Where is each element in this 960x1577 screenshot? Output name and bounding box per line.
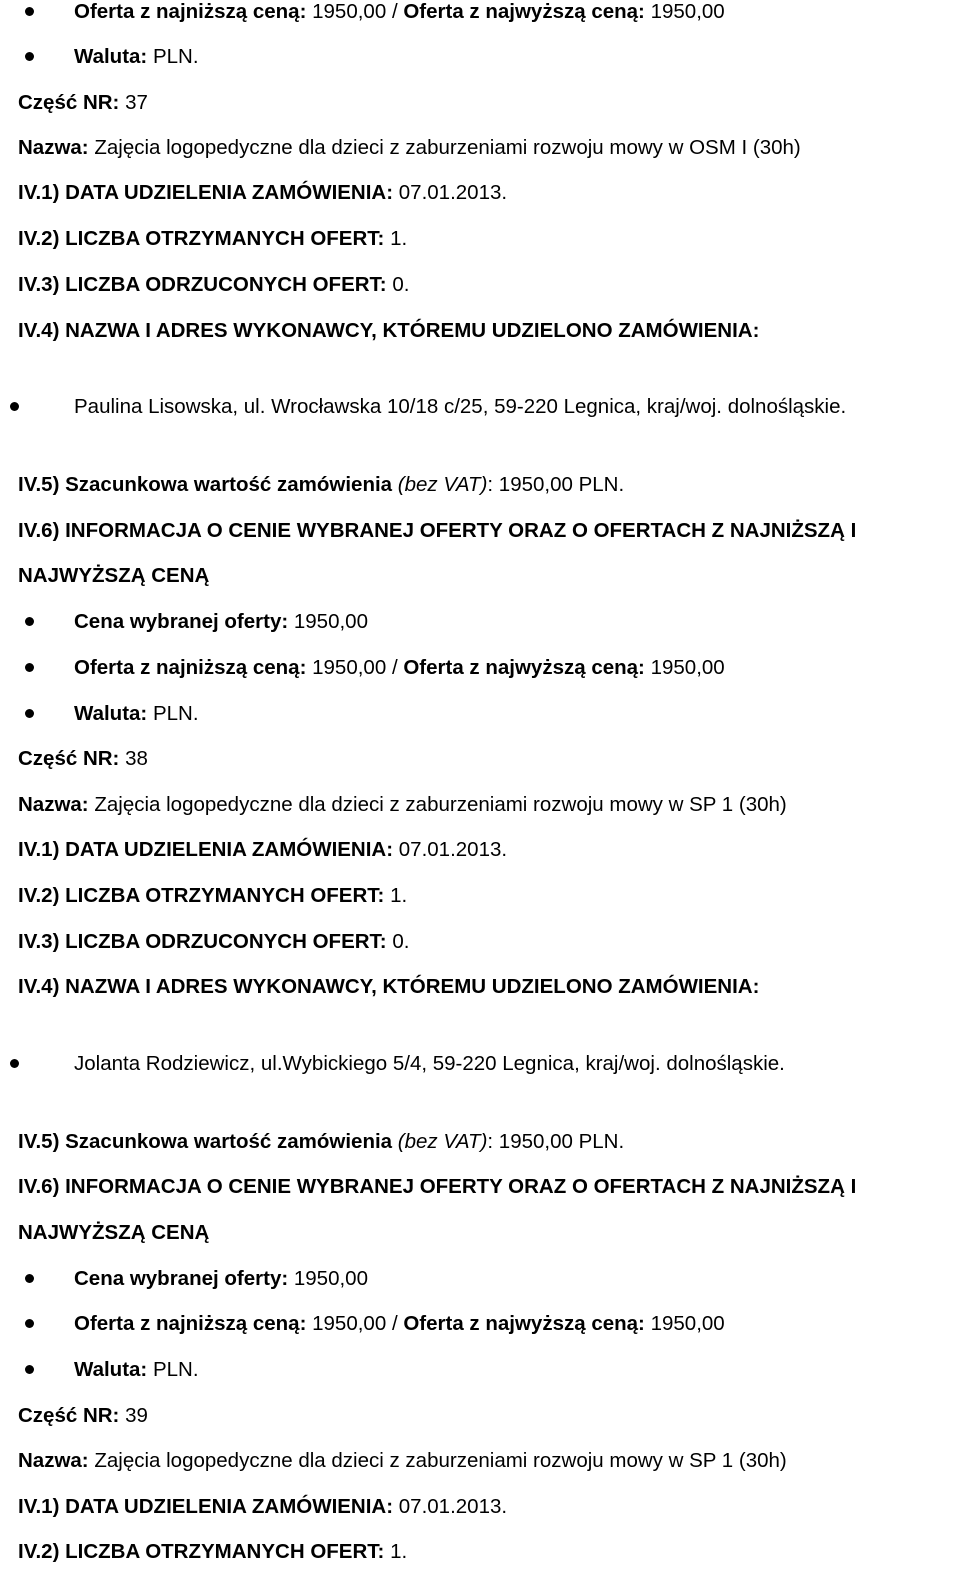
bullet-icon <box>25 617 34 626</box>
currency: Waluta: PLN. <box>74 1360 199 1381</box>
price-info-heading-cont: NAJWYŻSZĄ CENĄ <box>18 1221 210 1244</box>
lowest-highest-offer: Oferta z najniższą ceną: 1950,00 / Oferta z najwyższą ceną: 1950,00 <box>74 2 725 23</box>
currency: Waluta: PLN. <box>74 704 199 725</box>
part-number: Część NR: 37 <box>18 91 148 114</box>
offers-rejected: IV.3) LICZBA ODRZUCONYCH OFERT: 0. <box>18 273 410 296</box>
lowest-highest-offer: Oferta z najniższą ceną: 1950,00 / Oferta z najwyższą ceną: 1950,00 <box>74 1314 725 1335</box>
offers-rejected: IV.3) LICZBA ODRZUCONYCH OFERT: 0. <box>18 930 410 953</box>
bullet-icon <box>25 52 34 61</box>
bullet-icon <box>25 709 34 718</box>
currency: Waluta: PLN. <box>74 47 199 68</box>
award-date: IV.1) DATA UDZIELENIA ZAMÓWIENIA: 07.01.2013. <box>18 1495 508 1518</box>
part-number: Część NR: 39 <box>18 1404 148 1427</box>
contractor-address: Jolanta Rodziewicz, ul.Wybickiego 5/4, 59-220 Legnica, kraj/woj. dolnośląskie. <box>74 1054 785 1075</box>
part-number: Część NR: 38 <box>18 747 148 770</box>
offers-received: IV.2) LICZBA OTRZYMANYCH OFERT: 1. <box>18 1540 408 1563</box>
bullet-icon <box>25 7 34 16</box>
award-date: IV.1) DATA UDZIELENIA ZAMÓWIENIA: 07.01.2013. <box>18 838 508 861</box>
bullet-icon <box>25 1365 34 1374</box>
estimated-value: IV.5) Szacunkowa wartość zamówienia (bez VAT): 1950,00 PLN. <box>18 1130 625 1153</box>
part-name: Nazwa: Zajęcia logopedyczne dla dzieci z zaburzeniami rozwoju mowy w OSM I (30h) <box>18 136 801 159</box>
selected-offer-price: Cena wybranej oferty: 1950,00 <box>74 612 368 633</box>
bullet-icon <box>25 1274 34 1283</box>
price-info-heading: IV.6) INFORMACJA O CENIE WYBRANEJ OFERTY ORAZ O OFERTACH Z NAJNIŻSZĄ I <box>18 1175 857 1198</box>
part-name: Nazwa: Zajęcia logopedyczne dla dzieci z zaburzeniami rozwoju mowy w SP 1 (30h) <box>18 1449 787 1472</box>
price-info-heading: IV.6) INFORMACJA O CENIE WYBRANEJ OFERTY ORAZ O OFERTACH Z NAJNIŻSZĄ I <box>18 519 857 542</box>
bullet-icon <box>25 663 34 672</box>
bullet-icon <box>25 1319 34 1328</box>
bullet-icon <box>10 1059 19 1068</box>
bullet-icon <box>10 402 19 411</box>
selected-offer-price: Cena wybranej oferty: 1950,00 <box>74 1269 368 1290</box>
part-name: Nazwa: Zajęcia logopedyczne dla dzieci z zaburzeniami rozwoju mowy w SP 1 (30h) <box>18 793 787 816</box>
contractor-address: Paulina Lisowska, ul. Wrocławska 10/18 c/25, 59-220 Legnica, kraj/woj. dolnośląskie. <box>74 397 846 418</box>
price-info-heading-cont: NAJWYŻSZĄ CENĄ <box>18 564 210 587</box>
contractor-heading: IV.4) NAZWA I ADRES WYKONAWCY, KTÓREMU UDZIELONO ZAMÓWIENIA: <box>18 975 760 998</box>
contractor-heading: IV.4) NAZWA I ADRES WYKONAWCY, KTÓREMU UDZIELONO ZAMÓWIENIA: <box>18 319 760 342</box>
offers-received: IV.2) LICZBA OTRZYMANYCH OFERT: 1. <box>18 227 408 250</box>
award-date: IV.1) DATA UDZIELENIA ZAMÓWIENIA: 07.01.2013. <box>18 181 508 204</box>
offers-received: IV.2) LICZBA OTRZYMANYCH OFERT: 1. <box>18 884 408 907</box>
estimated-value: IV.5) Szacunkowa wartość zamówienia (bez VAT): 1950,00 PLN. <box>18 473 625 496</box>
lowest-highest-offer: Oferta z najniższą ceną: 1950,00 / Oferta z najwyższą ceną: 1950,00 <box>74 658 725 679</box>
